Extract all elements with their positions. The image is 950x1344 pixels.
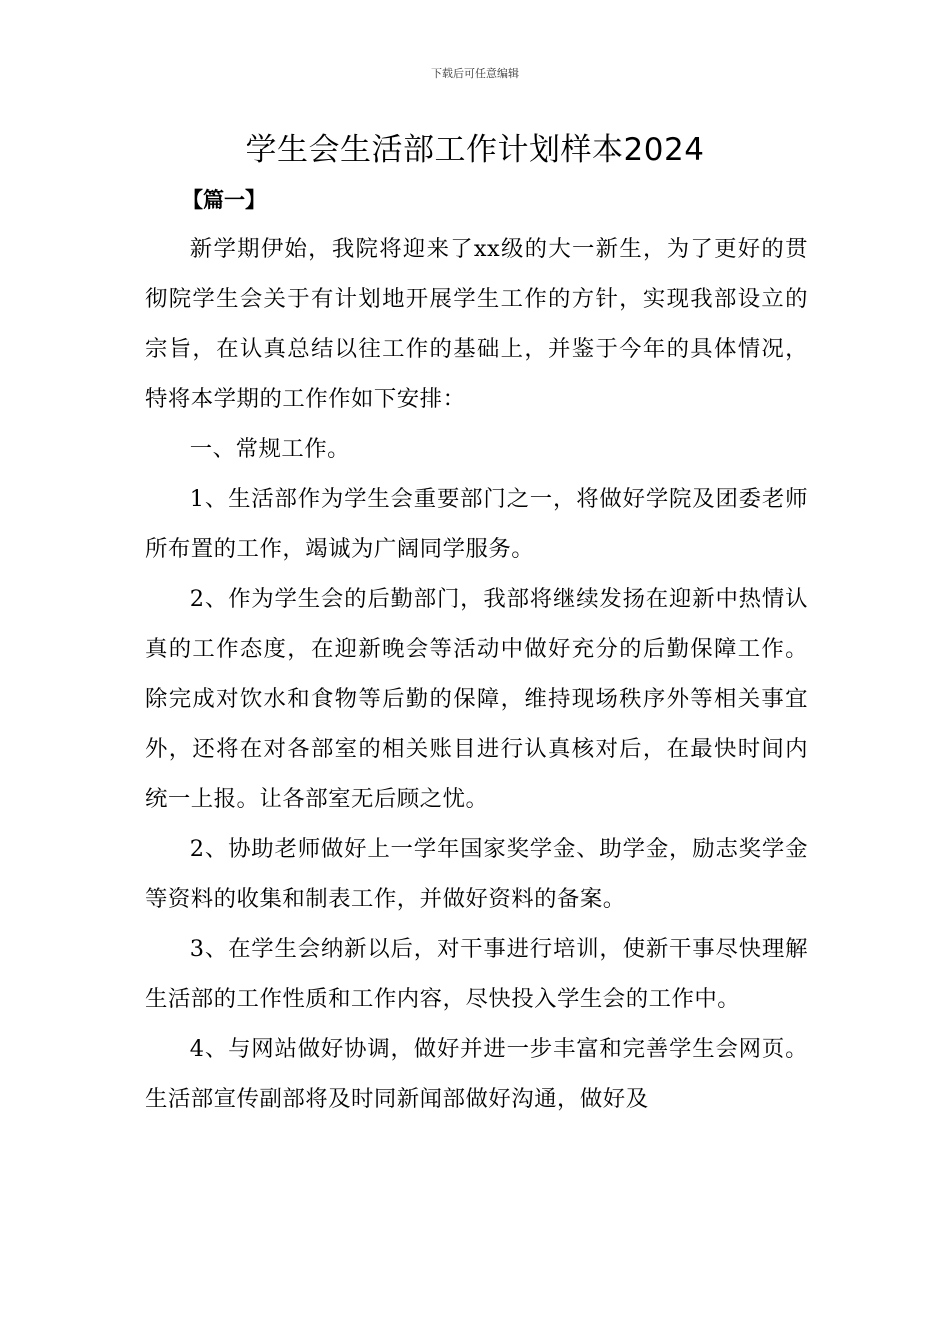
paragraph: 3、在学生会纳新以后，对干事进行培训，使新干事尽快理解生活部的工作性质和工作内容，尽快投入学生会的工作中。	[145, 936, 808, 1012]
paragraph: 2、作为学生会的后勤部门，我部将继续发扬在迎新中热情认真的工作态度，在迎新晚会等活动中做好充分的后勤保障工作。除完成对饮水和食物等后勤的保障，维持现场秩序外等相关事宜外，还将在对各部室的相关账目进行认真核对后，在最快时间内统一上报。让各部室无后顾之忧。	[145, 586, 808, 812]
document-title: 学生会生活部工作计划样本2024	[245, 132, 705, 168]
paragraph: 1、生活部作为学生会重要部门之一，将做好学院及团委老师所布置的工作，竭诚为广阔同学服务。	[145, 486, 808, 562]
paragraph: 2、协助老师做好上一学年国家奖学金、助学金，励志奖学金等资料的收集和制表工作，并做好资料的备案。	[145, 836, 808, 912]
section-label: 【篇一】	[182, 188, 266, 212]
header-note: 下载后可任意编辑	[431, 67, 519, 80]
paragraph: 一、常规工作。	[189, 436, 351, 462]
paragraph: 4、与网站做好协调，做好并进一步丰富和完善学生会网页。生活部宣传副部将及时同新闻部做好沟通，做好及	[145, 1036, 808, 1112]
document-body	[145, 224, 808, 1124]
paragraph: 新学期伊始，我院将迎来了xx级的大一新生，为了更好的贯彻院学生会关于有计划地开展学生工作的方针，实现我部设立的宗旨，在认真总结以往工作的基础上，并鉴于今年的具体情况，特将本学期的工作作如下安排：	[145, 236, 808, 412]
